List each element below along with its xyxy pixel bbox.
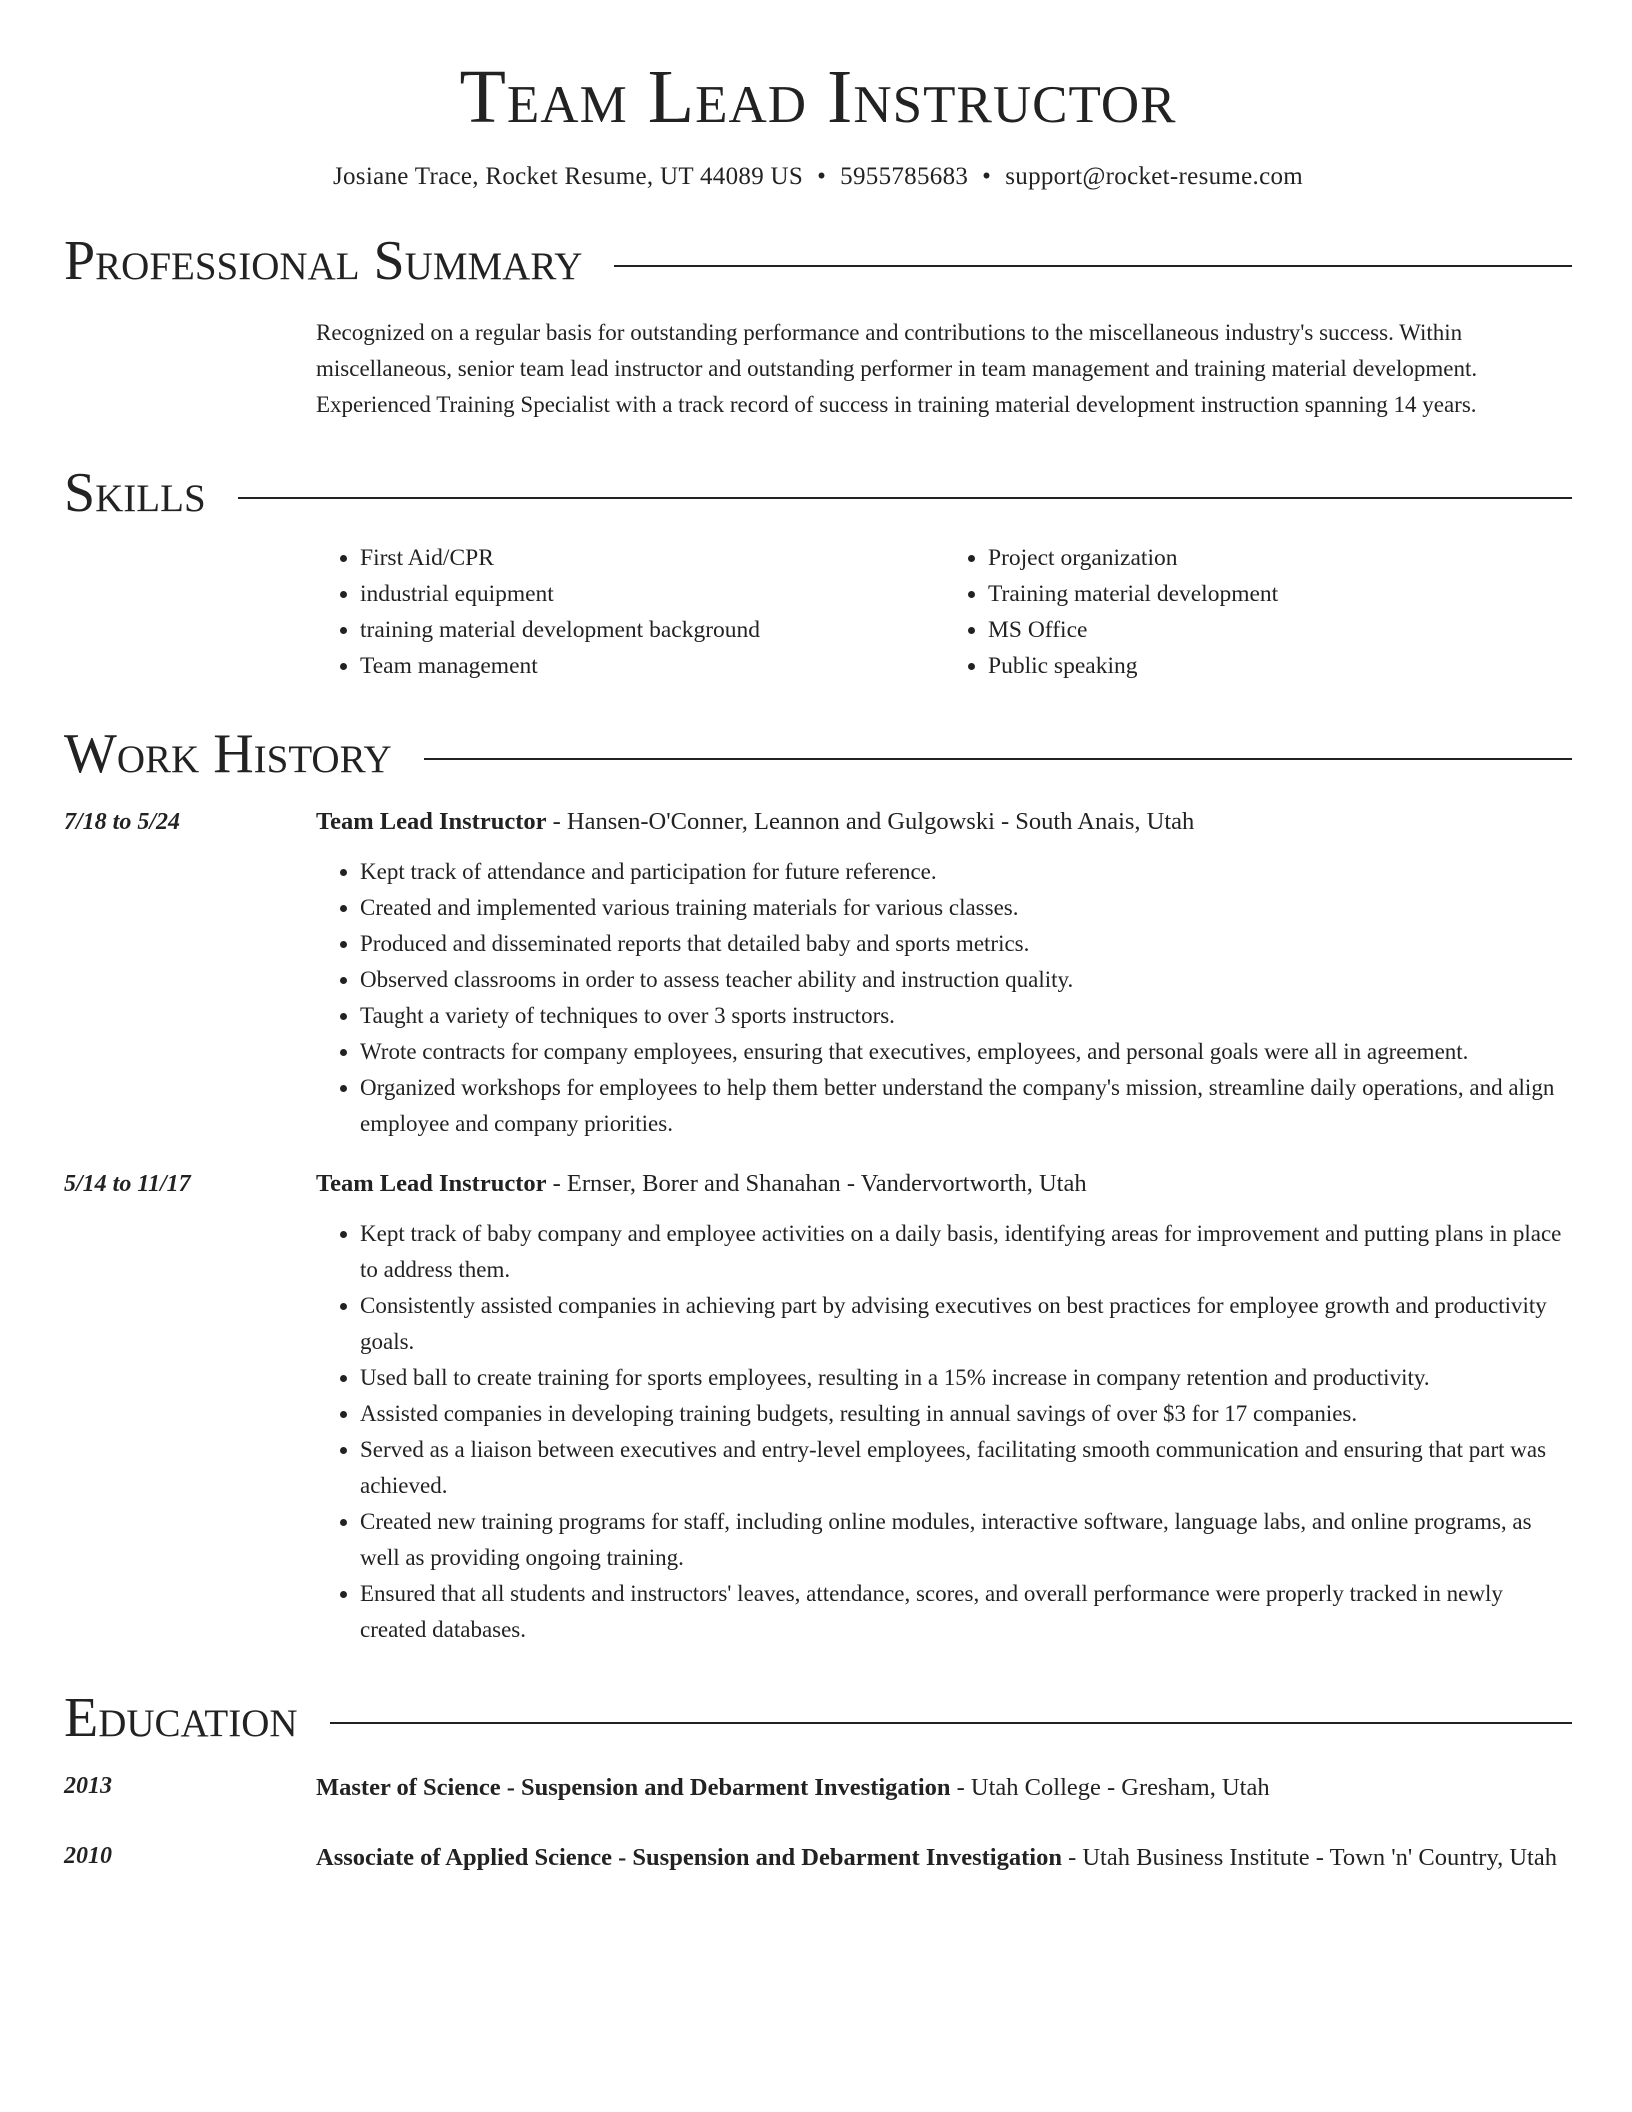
skills-section <box>64 463 1572 685</box>
contact-line <box>64 163 1572 191</box>
contact-address: Josiane Trace, Rocket Resume, UT 44089 US <box>332 163 804 191</box>
work-history-section <box>64 724 1572 1648</box>
job-body <box>316 1166 1572 1648</box>
job-dates: 5/14 to 11/17 <box>64 1170 191 1197</box>
education-heading-row <box>64 1688 1572 1750</box>
skill-item: • MS Office <box>988 612 1572 648</box>
skills-heading-row <box>64 463 1572 525</box>
job-role: Team Lead Instructor <box>316 1169 547 1197</box>
job-bullet: • Observed classrooms in order to assess teacher ability and instruction quality. <box>360 962 1572 998</box>
contact-phone: 5955785683 <box>840 163 969 191</box>
contact-email: support@rocket-resume.com <box>1005 163 1304 191</box>
job-bullet: • Kept track of attendance and participation for future reference. <box>360 854 1572 890</box>
skill-item: • training material development background <box>360 612 944 648</box>
resume-title: Team Lead Instructor <box>459 55 1177 139</box>
resume-header <box>64 52 1572 191</box>
education-school: - Utah Business Institute - Town 'n' Country, Utah <box>1061 1843 1557 1871</box>
section-divider <box>424 758 1572 760</box>
job-bullet: • Ensured that all students and instructors' leaves, attendance, scores, and overall performance were properly tracked in newly created databases. <box>360 1576 1572 1648</box>
skill-item: • Project organization <box>988 540 1572 576</box>
summary-heading-row <box>64 231 1572 293</box>
skill-item: • Public speaking <box>988 648 1572 684</box>
summary-heading: Professional Summary <box>64 230 583 293</box>
skills-list <box>316 540 1572 684</box>
job-bullet: • Organized workshops for employees to help them better understand the company's mission, streamline daily operations, and align employee and company priorities. <box>360 1070 1572 1142</box>
education-year: 2010 <box>64 1842 112 1869</box>
section-divider <box>330 1722 1572 1724</box>
job-bullet: • Created new training programs for staff, including online modules, interactive software, language labs, and online programs, as well as providing ongoing training. <box>360 1504 1572 1576</box>
skills-heading: Skills <box>64 461 206 524</box>
education-heading: Education <box>64 1686 298 1749</box>
job-bullet: • Used ball to create training for sports employees, resulting in a 15% increase in company retention and productivity. <box>360 1360 1572 1396</box>
skills-column-right <box>944 540 1572 684</box>
job-bullet: • Consistently assisted companies in achieving part by advising executives on best practices for employee growth and productivity goals. <box>360 1288 1572 1360</box>
education-entry <box>64 1768 1572 1808</box>
section-divider <box>238 497 1572 499</box>
education-degree: Associate of Applied Science - Suspension and Debarment Investigation <box>316 1843 1062 1871</box>
work-heading-row <box>64 724 1572 786</box>
skill-item: • First Aid/CPR <box>360 540 944 576</box>
education-year: 2013 <box>64 1772 112 1799</box>
job-bullet: • Produced and disseminated reports that detailed baby and sports metrics. <box>360 926 1572 962</box>
job-title-line <box>316 1166 1572 1202</box>
education-school: - Utah College - Gresham, Utah <box>950 1773 1270 1801</box>
skill-item: • Training material development <box>988 576 1572 612</box>
skills-column-left <box>316 540 944 684</box>
education-body <box>316 1838 1572 1878</box>
job-body <box>316 804 1572 1142</box>
education-body <box>316 1768 1572 1808</box>
job-role: Team Lead Instructor <box>316 807 547 835</box>
skill-item: • Team management <box>360 648 944 684</box>
job-bullet: • Kept track of baby company and employee activities on a daily basis, identifying areas for improvement and putting plans in place to address them. <box>360 1216 1572 1288</box>
summary-section <box>64 231 1572 423</box>
work-heading: Work History <box>64 723 392 786</box>
job-bullets <box>316 854 1572 1142</box>
job-bullets <box>316 1216 1572 1648</box>
job-title-line <box>316 804 1572 840</box>
job-employer: - Ernser, Borer and Shanahan - Vandervortworth, Utah <box>546 1169 1087 1197</box>
contact-separator: • <box>817 163 827 191</box>
job-dates: 7/18 to 5/24 <box>64 808 181 835</box>
section-divider <box>614 265 1572 267</box>
education-entry <box>64 1838 1572 1878</box>
job-entry <box>64 1166 1572 1648</box>
skill-item: • industrial equipment <box>360 576 944 612</box>
job-bullet: • Assisted companies in developing training budgets, resulting in annual savings of over $3 for 17 companies. <box>360 1396 1572 1432</box>
job-bullet: • Wrote contracts for company employees, ensuring that executives, employees, and personal goals were all in agreement. <box>360 1034 1572 1070</box>
summary-text: Recognized on a regular basis for outstanding performance and contributions to the miscellaneous industry's success. Within miscellaneous, senior team lead instructor and outstanding performer in team management and training material development. Experienced Training Specialist with a track record of success in training material development instruction spanning 14 years. <box>316 319 1478 417</box>
education-section <box>64 1688 1572 1878</box>
contact-separator: • <box>982 163 992 191</box>
education-degree: Master of Science - Suspension and Debarment Investigation <box>316 1773 951 1801</box>
job-bullet: • Served as a liaison between executives and entry-level employees, facilitating smooth communication and ensuring that part was achieved. <box>360 1432 1572 1504</box>
job-bullet: • Created and implemented various training materials for various classes. <box>360 890 1572 926</box>
job-entry <box>64 804 1572 1142</box>
job-employer: - Hansen-O'Conner, Leannon and Gulgowski - South Anais, Utah <box>546 807 1195 835</box>
job-bullet: • Taught a variety of techniques to over 3 sports instructors. <box>360 998 1572 1034</box>
